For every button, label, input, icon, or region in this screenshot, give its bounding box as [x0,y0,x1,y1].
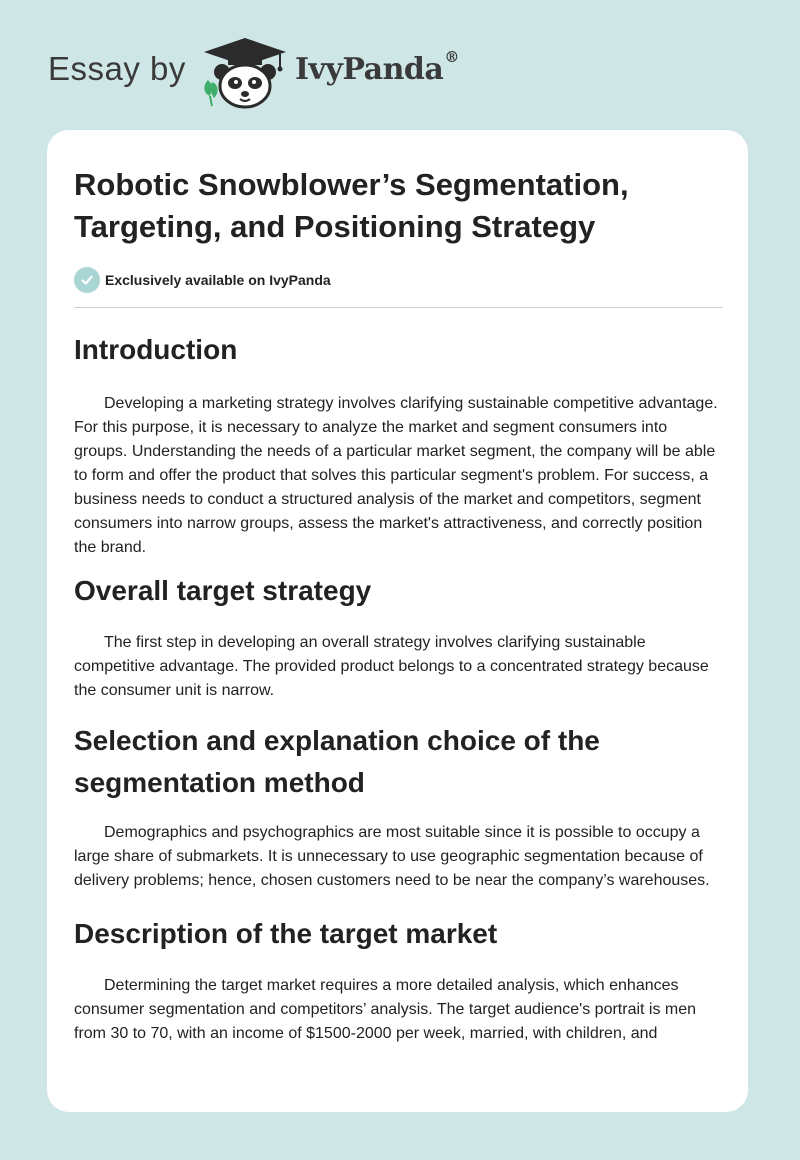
exclusive-badge [74,265,723,295]
section-heading-overall-target-strategy: Overall target strategy [74,575,372,606]
panda-logo-icon [200,36,290,110]
article-content [74,164,723,1046]
site-header [0,0,800,130]
section-text-segmentation-method: Demographics and psychographics are most suitable since it is possible to occupy a large share of submarkets. It is unnecessary to use geographic segmentation because of delivery problems; hence, chosen customers need to be near the company’s warehouses. [74,824,710,889]
check-icon [74,267,100,293]
section-text-overall-target-strategy: The first step in developing an overall strategy involves clarifying sustainable competitive advantage. The provided product belongs to a concentrated strategy because the consumer unit is narrow. [74,634,709,699]
essay-by-label: Essay by [48,50,186,87]
section-text-target-market: Determining the target market requires a more detailed analysis, which enhances consumer segmentation and competitors’ analysis. The target audience's portrait is men from 30 to 70, with an income of $1500-2000 per week, married, with children, and [74,977,697,1042]
exclusive-label: Exclusively available on IvyPanda [105,272,331,288]
section-heading-introduction: Introduction [74,334,238,365]
article-title: Robotic Snowblower’s Segmentation, Targeting, and Positioning Strategy [74,167,629,244]
article-card [47,130,748,1112]
section-text-introduction: Developing a marketing strategy involves clarifying sustainable competitive advantage. For this purpose, it is necessary to analyze the market and segment consumers into groups. Understanding the needs of a particular market segment, the company will be able to form and offer the product that solves this particular segment's problem. For success, a business needs to conduct a structured analysis of the market and competitors, segment consumers into narrow groups, assess the market's attractiveness, and correctly position the brand. [74,395,718,556]
registered-mark: ® [444,48,459,66]
section-heading-segmentation-method: Selection and explanation choice of the segmentation method [74,725,600,798]
brand-name[interactable]: IvyPanda® [295,48,459,87]
section-heading-target-market: Description of the target market [74,918,498,949]
title-divider [74,307,723,308]
